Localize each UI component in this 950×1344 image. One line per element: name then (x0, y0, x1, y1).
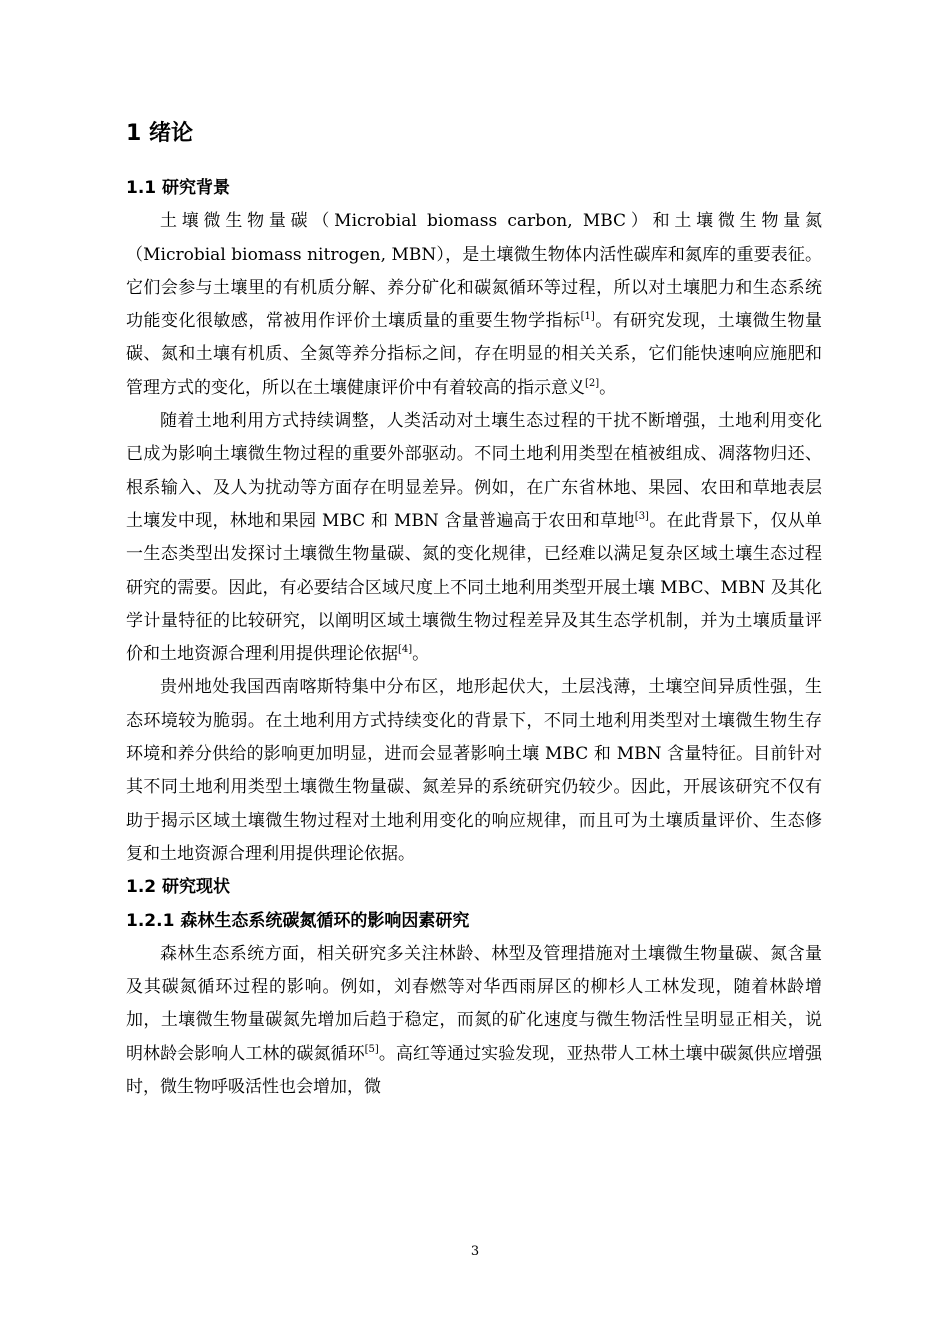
paragraph-forest-research (126, 938, 822, 1104)
paragraph-background-3: 贵州地处我国西南喀斯特集中分布区，地形起伏大，土层浅薄，土壤空间异质性强，生态环境较为脆弱。在土地利用方式持续变化的背景下，不同土地利用类型对土壤微生物生存环境和养分供给的影响更加明显，进而会显著影响土壤 MBC 和 MBN 含量特征。目前针对其不同土地利用类型土壤微生物量碳、氮差异的系统研究仍较少。因此，开展该研究不仅有助于揭示区域土壤微生物过程对土地利用变化的响应规律，而且可为土壤质量评价、生态修复和土地资源合理利用提供理论依据。 (126, 677, 822, 864)
page-number: 3 (470, 1244, 480, 1259)
citation-ref-1: [1] (580, 311, 595, 323)
paragraph-background-1 (126, 205, 822, 405)
citation-ref-5: [5] (364, 1043, 379, 1055)
text-run: 土壤微生物量碳（Microbial biomass carbon, MBC）和土壤微生物量氮（Microbial biomass nitrogen, MBN），是土壤微生物体内活性碳库和氮库的重要表征。它们会参与土壤里的有机质分解、养分矿化和碳氮循环等过程，所以对土壤肥力和生态系统功能变化很敏感，常被用作评价土壤质量的重要生物学指标 (126, 211, 822, 332)
text-run: 。 (599, 377, 617, 398)
page-content (126, 118, 822, 1104)
section-heading-1-1: 1.1 研究背景 (126, 178, 231, 198)
text-run: 。有研究发现，土壤微生物量碳、氮和土壤有机质、全氮等养分指标之间，存在明显的相关关系，它们能快速响应施肥和管理方式的变化，所以在土壤健康评价中有着较高的指示意义 (126, 311, 823, 398)
paragraph-background-2 (126, 405, 822, 671)
section-heading-1-2: 1.2 研究现状 (126, 877, 231, 898)
text-run: 森林生态系统方面，相关研究多关注林龄、林型及管理措施对土壤微生物量碳、氮含量及其碳氮循环过程的影响。例如，刘春燃等对华西雨屏区的柳杉人工林发现，随着林龄增加，土壤微生物量碳氮先增加后趋于稳定，而氮的矿化速度与微生物活性呈明显正相关，说明林龄会影响人工林的碳氮循环 (126, 943, 822, 1064)
citation-ref-2: [2] (585, 377, 600, 389)
subsection-heading-1-2-1: 1.2.1 森林生态系统碳氮循环的影响因素研究 (126, 910, 470, 931)
text-run: 。高红等通过实验发现，亚热带人工林土壤中碳氮供应增强时，微生物呼吸活性也会增加，微 (126, 1043, 822, 1098)
text-run: 。在此背景下，仅从单一生态类型出发探讨土壤微生物量碳、氮的变化规律，已经难以满足复杂区域土壤生态过程研究的需要。因此，有必要结合区域尺度上不同土地利用类型开展土壤 MBC、MBN 及其化学计量特征的比较研究，以阐明区域土壤微生物过程差异及其生态学机制，并为土壤质量评价和土地资源合理利用提供理论依据 (126, 510, 822, 665)
text-run: 随着土地利用方式持续调整，人类活动对土壤生态过程的干扰不断增强，土地利用变化已成为影响土壤微生物过程的重要外部驱动。不同土地利用类型在植被组成、凋落物归还、根系输入、及人为扰动等方面存在明显差异。例如，在广东省林地、果园、农田和草地表层土壤发中现，林地和果园 MBC 和 MBN 含量普遍高于农田和草地 (126, 411, 822, 531)
chapter-title: 1 绪论 (126, 121, 193, 146)
citation-ref-4: [4] (398, 644, 413, 656)
text-run: 。 (412, 644, 430, 665)
citation-ref-3: [3] (634, 510, 649, 522)
